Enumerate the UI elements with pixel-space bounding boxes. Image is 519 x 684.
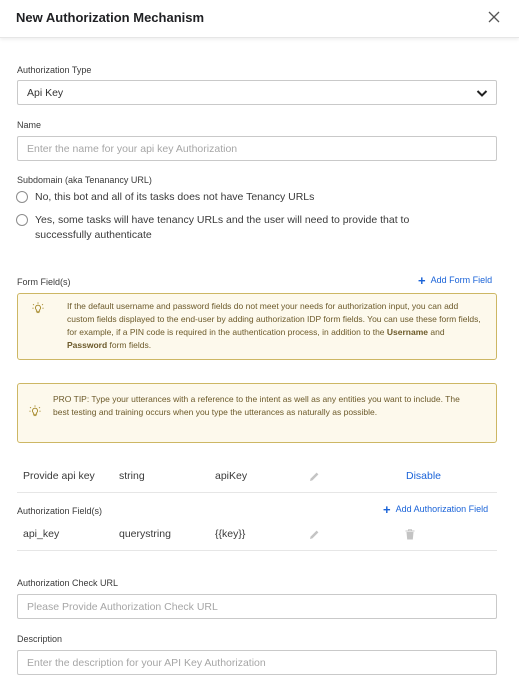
subdomain-option-yes-label: Yes, some tasks will have tenancy URLs and the user will need to provide that to successfully authenticate bbox=[35, 214, 410, 241]
pro-tip-note bbox=[17, 383, 497, 443]
form-field-key: apiKey bbox=[215, 470, 248, 482]
form-field-name: Provide api key bbox=[23, 470, 95, 482]
modal-header bbox=[0, 0, 519, 38]
check-url-label: Authorization Check URL bbox=[17, 578, 119, 588]
description-field-wrapper bbox=[17, 650, 497, 675]
divider bbox=[17, 550, 497, 551]
add-form-field-button[interactable] bbox=[418, 272, 493, 288]
check-url-field-wrapper bbox=[17, 594, 497, 619]
check-url-input[interactable] bbox=[18, 595, 496, 618]
form-field-type: string bbox=[119, 470, 145, 482]
subdomain-label: Subdomain (aka Tenanancy URL) bbox=[17, 175, 152, 185]
radio-button[interactable] bbox=[16, 191, 28, 203]
lightbulb-icon bbox=[29, 405, 41, 418]
description-input[interactable] bbox=[18, 651, 496, 674]
auth-type-label: Authorization Type bbox=[17, 65, 92, 75]
form-fields-label: Form Field(s) bbox=[17, 277, 71, 287]
radio-button[interactable] bbox=[16, 214, 28, 226]
plus-icon: + bbox=[418, 272, 426, 288]
name-field-wrapper bbox=[17, 136, 497, 161]
disable-form-field-button[interactable]: Disable bbox=[406, 470, 442, 482]
subdomain-option-yes[interactable] bbox=[16, 213, 496, 243]
form-fields-info-note bbox=[17, 293, 497, 360]
pencil-icon[interactable] bbox=[309, 529, 320, 540]
modal-title: New Authorization Mechanism bbox=[16, 10, 205, 25]
chevron-down-icon bbox=[476, 89, 488, 98]
lightbulb-icon bbox=[32, 302, 44, 315]
auth-field-type: querystring bbox=[119, 528, 171, 540]
auth-field-name: api_key bbox=[23, 528, 60, 540]
pro-tip-text: PRO TIP: Type your utterances with a reference to the intent as well as any entities you want to include. The best testing and training occurs when you type the utterances as naturally as possible. bbox=[53, 394, 460, 417]
name-input[interactable] bbox=[18, 137, 496, 160]
auth-type-select[interactable] bbox=[17, 80, 497, 105]
name-label: Name bbox=[17, 120, 42, 130]
add-authorization-field-button[interactable] bbox=[383, 501, 489, 517]
auth-type-value: Api Key bbox=[27, 87, 64, 99]
pencil-icon[interactable] bbox=[309, 471, 320, 482]
subdomain-option-no-label: No, this bot and all of its tasks does not have Tenancy URLs bbox=[35, 191, 315, 203]
plus-icon: + bbox=[383, 501, 391, 517]
close-icon[interactable] bbox=[487, 10, 501, 24]
divider bbox=[17, 492, 497, 493]
trash-icon[interactable] bbox=[405, 529, 415, 540]
form-fields-info-text: If the default username and password fields do not meet your needs for authorization input, you can add custom fields displayed to the end-user by adding authorization IDP form fields. You can use these form fields, for example, if a PIN code is required in the authentication process, in addition to the Username and Password form fields. bbox=[67, 301, 481, 350]
auth-fields-label: Authorization Field(s) bbox=[17, 506, 103, 516]
description-label: Description bbox=[17, 634, 63, 644]
add-authorization-field-label: Add Authorization Field bbox=[395, 504, 489, 514]
add-form-field-label: Add Form Field bbox=[430, 275, 493, 285]
subdomain-option-no[interactable] bbox=[16, 190, 496, 205]
auth-field-value: {{key}} bbox=[215, 528, 246, 540]
